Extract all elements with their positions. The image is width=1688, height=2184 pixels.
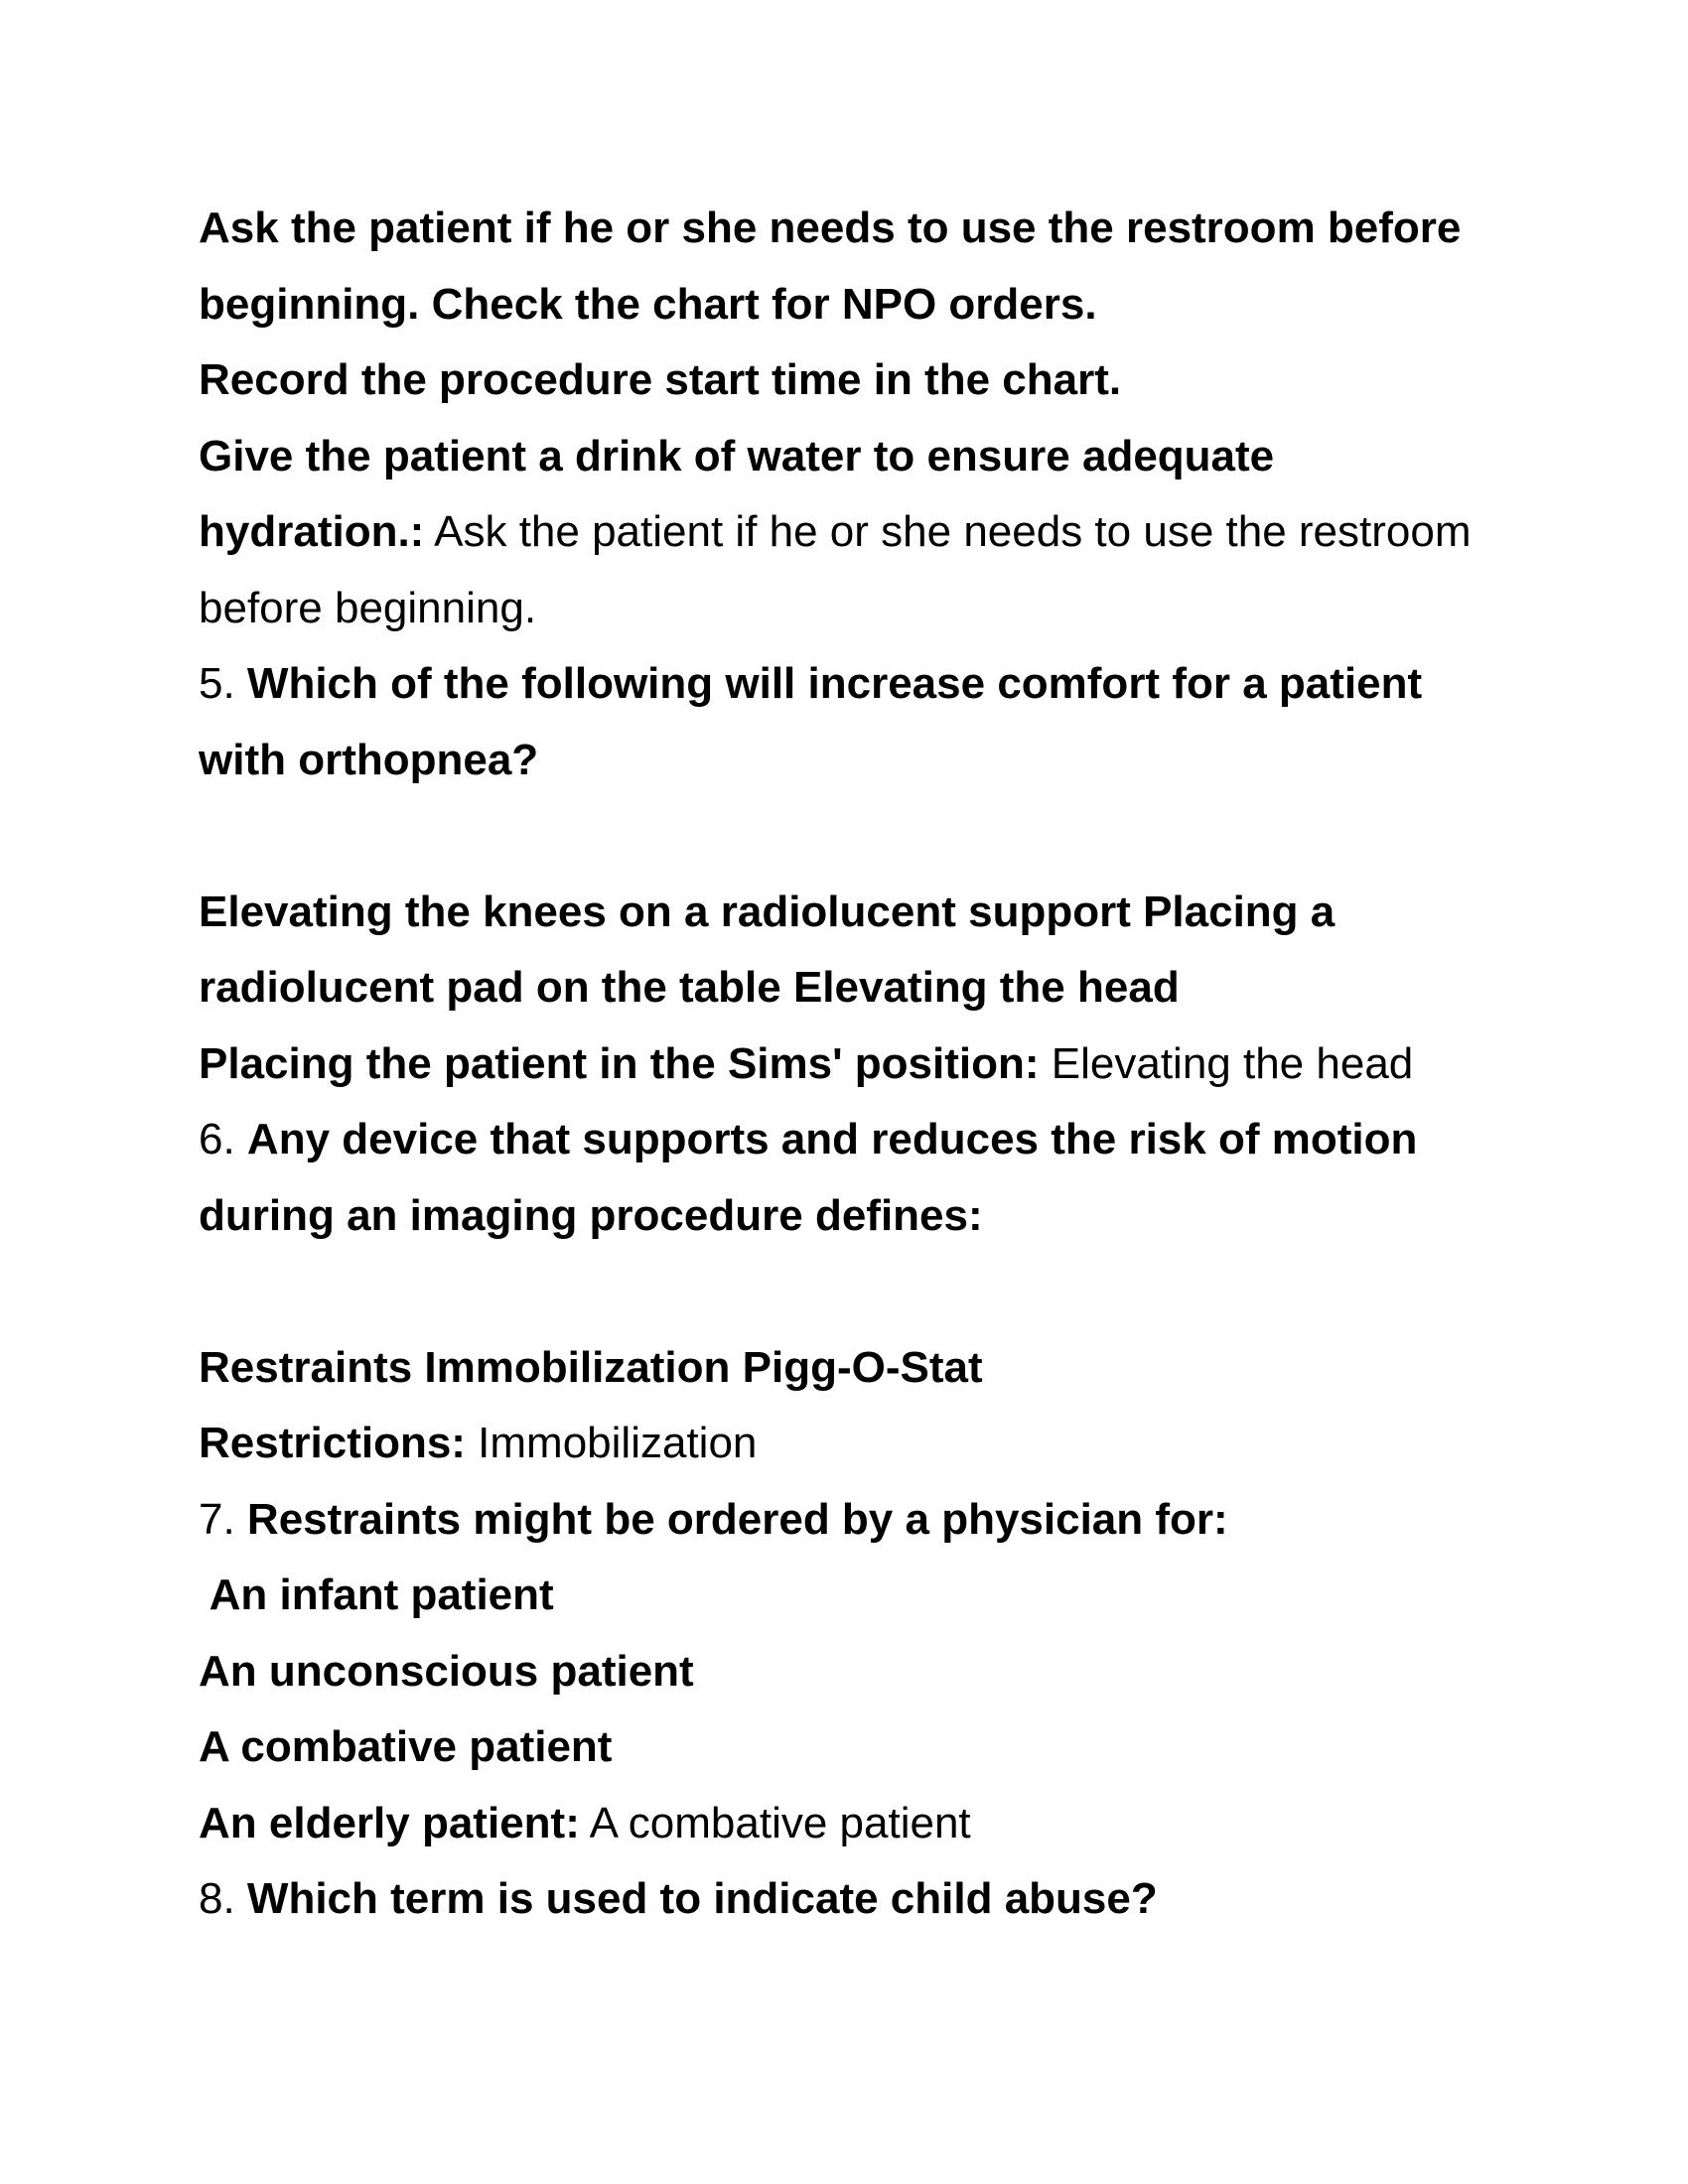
q5-options-line: Elevating the knees on a radiolucent support Placing a: [199, 887, 1336, 936]
document-page: [199, 191, 1489, 1938]
q5-question-line: [199, 646, 1489, 723]
q7-answer-line: [199, 1786, 1489, 1862]
q6-answer: Immobilization: [465, 1419, 758, 1467]
q8-question-line: [199, 1861, 1489, 1938]
q7-question: Restraints might be ordered by a physician for:: [246, 1494, 1228, 1544]
q7-option-line: An unconscious patient: [199, 1646, 694, 1696]
q8-question: Which term is used to indicate child abuse?: [246, 1874, 1158, 1923]
q6-question-line: [199, 1102, 1489, 1178]
q7-option-line: A combative patient: [199, 1722, 613, 1771]
q6-answer-line: [199, 1406, 1489, 1482]
q7-last-option: An elderly patient:: [199, 1798, 580, 1847]
q5-last-option: Placing the patient in the Sims' position:: [199, 1038, 1040, 1088]
q4-answer-continued: before beginning.: [199, 583, 537, 632]
spacer: [199, 1254, 1489, 1330]
q7-option-line: An infant patient: [199, 1570, 554, 1619]
q5-question-continued: with orthopnea?: [199, 735, 539, 784]
q4-answer: Ask the patient if he or she needs to use the restroom: [424, 507, 1472, 556]
q6-last-option: Restrictions:: [199, 1419, 466, 1467]
q5-answer-line: [199, 1026, 1489, 1103]
q5-question: Which of the following will increase comfort for a patient: [246, 659, 1423, 708]
q7-question-line: [199, 1482, 1489, 1559]
q4-answer-line: [199, 494, 1489, 571]
q4-last-option: hydration.:: [199, 507, 425, 556]
q5-number: 5.: [199, 659, 247, 708]
q5-options-line: radiolucent pad on the table Elevating the head: [199, 963, 1180, 1012]
q4-option-line: Ask the patient if he or she needs to use the restroom before: [199, 204, 1462, 252]
q4-option-line: Record the procedure start time in the chart.: [199, 355, 1122, 404]
q8-number: 8.: [199, 1874, 247, 1923]
q6-number: 6.: [199, 1115, 247, 1163]
q4-option-line: beginning. Check the chart for NPO orders.: [199, 279, 1097, 329]
q6-question-continued: during an imaging procedure defines:: [199, 1190, 983, 1240]
q4-option-line: Give the patient a drink of water to ensure adequate: [199, 431, 1275, 480]
q5-answer: Elevating the head: [1039, 1038, 1414, 1088]
q6-options-line: Restraints Immobilization Pigg-O-Stat: [199, 1342, 983, 1392]
q7-answer: A combative patient: [579, 1798, 971, 1847]
spacer: [199, 798, 1489, 875]
q6-question: Any device that supports and reduces the risk of motion: [246, 1115, 1418, 1163]
q7-number: 7.: [199, 1494, 247, 1544]
